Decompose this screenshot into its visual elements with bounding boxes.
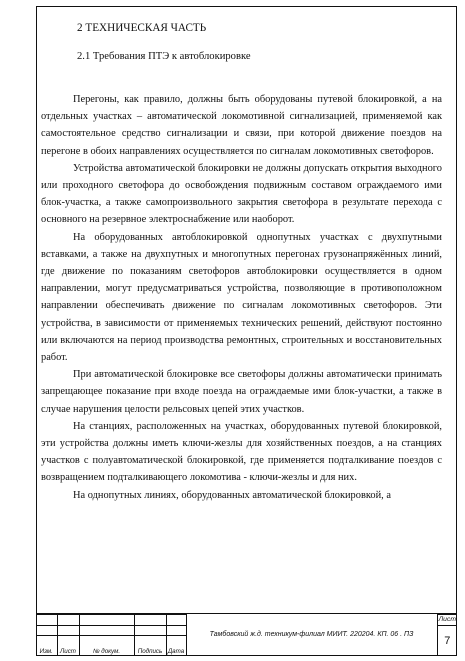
sheet-label: Лист [437, 615, 457, 626]
column-list: Лист [57, 636, 79, 657]
stamp-title: Тамбовский ж.д. техникум-филиал МИИТ. 220204. КП. 06 . ПЗ [186, 615, 437, 657]
stamp-cell [134, 615, 166, 626]
stamp-cell [57, 626, 79, 636]
stamp-cell [57, 615, 79, 626]
paragraphs [41, 91, 442, 504]
document-body [41, 20, 442, 504]
title-block [36, 613, 457, 656]
paragraph: На станциях, расположенных на участках, оборудованных путевой блокировкой, эти устройства должны иметь ключи-жезлы для хозяйственных поездов, а на станциях участков с полуавтоматической блокировкой, где применяется подталкивание поездов с возвращением подталкивающего локомотива - ключи-жезлы и для них. [41, 420, 442, 484]
column-doc-number: № докум. [79, 636, 134, 657]
stamp-cell [79, 626, 134, 636]
column-date: Дата [166, 636, 186, 657]
paragraph: Перегоны, как правило, должны быть оборудованы путевой блокировкой, а на отдельных участках – автоматической локомотивной сигнализацией, применяемой как самостоятельное средство сигнализации и связи, при которой движение поездов на перегоне в обоих направлениях осуществляется по сигналам локомотивных светофоров. [41, 94, 442, 157]
stamp-cell [166, 626, 186, 636]
sheet-number: 7 [437, 626, 457, 657]
column-signature: Подпись [134, 636, 166, 657]
subsection-title: 2.1 Требования ПТЭ к автоблокировке [77, 51, 251, 62]
stamp-cell [166, 615, 186, 626]
stamp-cell [134, 626, 166, 636]
stamp-cell [79, 615, 134, 626]
paragraph: На однопутных линиях, оборудованных автоматической блокировкой, а [73, 489, 391, 501]
stamp-cell [36, 626, 57, 636]
section-title: 2 ТЕХНИЧЕСКАЯ ЧАСТЬ [77, 22, 207, 34]
column-izm: Изм. [36, 636, 57, 657]
paragraph: При автоматической блокировке все светофоры должны автоматически принимать запрещающее показание при входе поезда на ограждаемые ими блок-участки, а также в случае нарушения целости рельсовых цепей этих участков. [41, 369, 442, 415]
paragraph: На оборудованных автоблокировкой однопутных участках с двухпутными вставками, а также на двухпутных и многопутных перегонах грузонапряжённых линий, где движение по показаниям светофоров автоблокировки осуществляется в одном направлении, могут предусматриваться устройства, позволяющие в противоположном направлении обеспечивать движение по сигналам локомотивных светофоров. Эти устройства, в зависимости от применяемых технических решений, действуют постоянно или включаются на период производства ремонтных, строительных и восстановительных работ. [41, 231, 442, 364]
stamp-cell [36, 615, 57, 626]
paragraph: Устройства автоматической блокировки не должны допускать открытия выходного или проходного светофора до освобождения подвижным составом ограждаемого ими блок-участка, а также самопроизвольного закрытия светофора в результате перехода с основного на резервное электроснабжение или наоборот. [41, 162, 442, 226]
